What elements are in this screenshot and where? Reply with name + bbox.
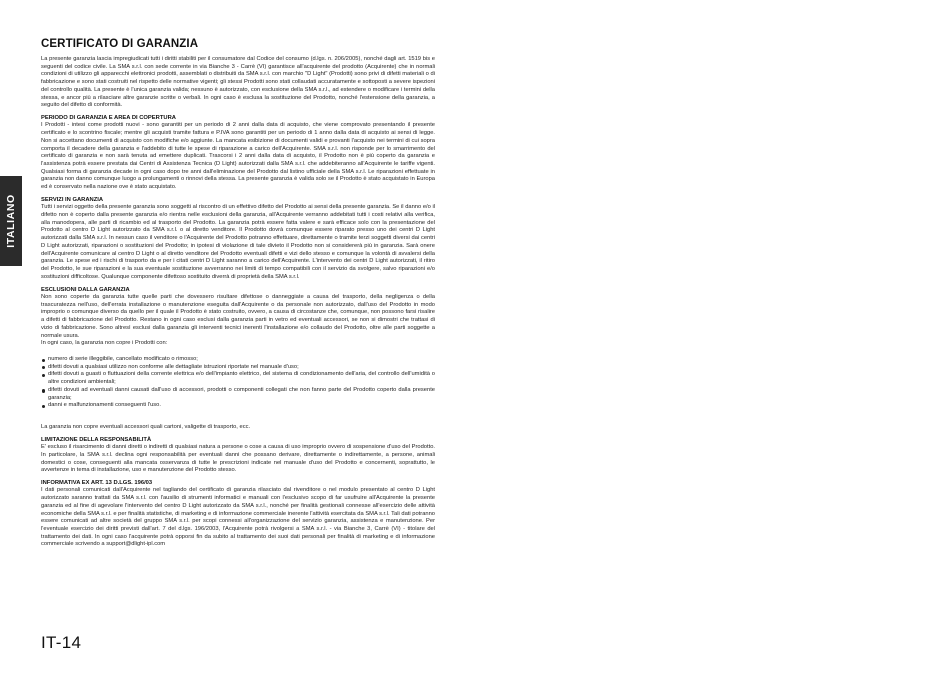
list-item: difetti dovuti a guasti o fluttuazioni della corrente elettrica e/o dell'impianto elettrico, del sistema di condizionamento dell'aria, del controllo dell'umidità o altre condizioni ambientali; bbox=[41, 371, 435, 386]
page-title: CERTIFICATO DI GARANZIA bbox=[41, 38, 199, 50]
section-text: Tutti i servizi oggetto della presente garanzia sono soggetti al riscontro di un effettivo difetto del Prodotto ai sensi della presente garanzia. Se il danno e/o il difetto non è coperto dalla presente garanzia e/o rientra nelle esclusioni della garanzia, all'Acquirente verranno addebitati tutti i costi relativi alla verifica, alla manodopera, alle parti di ricambio ed al trasporto del Prodotto. La garanzia potrà essere fatta valere e sarà efficace solo con la presentazione del Prodotto al centro D Light autorizzato da SMA s.r.l. o al diretto venditore. Il Prodotto dovrà comunque essere riparato presso uno dei centri D Light autorizzati dalla SMA s.r.l. In nessun caso il venditore o l'Acquirente del Prodotto potranno effettuare, direttamente o tramite terzi soggetti diversi dai centri D Light autorizzati, riparazioni o sostituzioni del Prodotto; in ipotesi di violazione di tale divieto il Prodotto non si considererà più in garanzia. Sarà onere dell'Acquirente comunicare al centro D Light o al diretto venditore del Prodotto eventuali difetti e vizi dello stesso e comunque la volontà di avvalersi della garanzia. Le spese ed i rischi di trasporto da e per i citati centri D Light saranno a carico dell'Acquirente. L'intervento dei centri D Light autorizzati, il ritiro del Prodotto, le sue riparazioni e la sua eventuale sostituzione avverranno nei limiti di tempo compatibili con il servizio da svolgere, salvo riparazioni e/o sostituzioni difficoltose. Qualunque componente difettoso sostituito diverrà di proprietà della SMA s.r.l. bbox=[41, 204, 435, 280]
section-heading: LIMITAZIONE DELLA RESPONSABILITÀ bbox=[41, 436, 152, 443]
warranty-page bbox=[41, 38, 435, 549]
section-periodo bbox=[41, 115, 435, 192]
language-tab-label: ITALIANO bbox=[5, 194, 18, 248]
list-item: danni e malfunzionamenti conseguenti l'uso. bbox=[41, 402, 435, 410]
section-esclusioni bbox=[41, 287, 435, 432]
list-item: numero di serie illeggibile, cancellato modificato o rimosso; bbox=[41, 356, 435, 364]
list-item: difetti dovuti ad eventuali danni causati dall'uso di accessori, prodotti o componenti collegati che non fanno parte del Prodotto coperto dalla presente garanzia; bbox=[41, 387, 435, 402]
list-item: difetti dovuti a qualsiasi utilizzo non conforme alle dettagliate istruzioni riportate nel manuale d'uso; bbox=[41, 364, 435, 372]
section-limitazione bbox=[41, 437, 435, 475]
page-number: IT-14 bbox=[41, 633, 82, 652]
exclusions-lead: In ogni caso, la garanzia non copre i Prodotti con: bbox=[41, 340, 168, 347]
exclusions-list bbox=[41, 356, 435, 410]
intro-paragraph: La presente garanzia lascia impregiudicati tutti i diritti stabiliti per il consumatore dal Codice del consumo (d.lgs. n. 206/2005), nonché dagli art. 1519 bis e seguenti del codice civile. La SMA s.r.l. con sede corrente in via Bianche 3 - Carrè (VI) garantisce all'acquirente del prodotto (Acquirente) che in normali condizioni di utilizzo gli apparecchi elettronici prodotti, assemblati o distribuiti da SMA s.r.l. con marchio "D Light" (Prodotti) sono privi di difetti materiali o di fabbricazione e sono stati costruiti nel rispetto delle normative vigenti; gli stessi Prodotti sono stati collaudati accuratamente e sottoposti a severe ispezioni del controllo qualità. La presente è l'unica garanzia valida; nessuno è autorizzato, con esclusione della SMA s.r.l., ad estendere o modificare i termini della stessa, e ancor più a rilasciare altre garanzie scritte o verbali. In ogni caso è esclusa la sostituzione del Prodotto, nonché l'estensione della garanzia, a seguito del difetto di conformità. bbox=[41, 56, 435, 109]
section-text: I dati personali comunicati dall'Acquirente nel tagliando del certificato di garanzia rilasciato dal rivenditore o nel modulo presentato al centro D Light autorizzato saranno trattati da SMA s.r.l. con l'ausilio di strumenti informatici e manuali con l'esclusivo scopo di far usufruire all'Acquirente la presente garanzia ed al fine di agevolare l'intervento del centro D Light autorizzato da SMA s.r.l., nonché per finalità gestionali connesse all'esercizio delle attività economiche della SMA s.r.l. e per finalità statistiche, di marketing e di informazione commerciale inerente l'attività esercitata da SMA s.r.l. Tali dati potranno essere comunicati ad altre società del gruppo SMA s.r.l. per scopi connessi all'organizzazione del servizio garanzia, assistenza e manutenzione. Per l'eventuale esercizio dei diritti previsti dall'art. 7 del d.lgs. 196/2003, l'Acquirente potrà rivolgersi a SMA s.r.l. - via Bianche 3, Carrè (VI) - titolare del trattamento dei dati. In ogni caso l'acquirente potrà opporsi fin da subito al trattamento dei suoi dati personali per finalità di marketing e di informazione commerciale scrivendo a support@dlight-ipl.com bbox=[41, 487, 435, 548]
section-text: E' escluso il risarcimento di danni diretti o indiretti di qualsiasi natura a persone o cose a causa di uso improprio ovvero di sospensione d'uso del Prodotto. In particolare, la SMA s.r.l. declina ogni responsabilità per eventuali danni che possano derivare, direttamente o indirettamente, a persone, animali domestici o cose, conseguenti alla mancata osservanza di tutte le prescrizioni indicate nel manuale d'uso del Prodotto e concernenti, soprattutto, le avvertenze in tema di installazione, uso e manutenzione del Prodotto stesso. bbox=[41, 444, 435, 474]
section-servizi bbox=[41, 197, 435, 282]
section-heading: PERIODO DI GARANZIA E AREA DI COPERTURA bbox=[41, 115, 176, 122]
section-heading: SERVIZI IN GARANZIA bbox=[41, 196, 104, 203]
section-text: Non sono coperte da garanzia tutte quelle parti che dovessero risultare difettose o danneggiate a causa del trasporto, della negligenza o della trascuratezza nell'uso, dell'errata installazione o manutenzione eseguita dall'Acquirente o da personale non autorizzato, dall'uso del Prodotto in modo improprio o comunque diverso da quello per il quale il Prodotto è stato costruito, ovvero, a causa di circostanze che, comunque, non possono farsi risalire a difetti di fabbricazione del Prodotto. Restano in ogni caso esclusi dalla garanzia parti in vetro ed eventuali accessori, se non si dimostri che trattasi di vizio di fabbricazione. Sono altresì esclusi dalla garanzia gli interventi tecnici inerenti l'installazione e/o collaudo del Prodotto, oltre alle parti soggette a normale usura. bbox=[41, 293, 435, 339]
section-informativa bbox=[41, 480, 435, 549]
accessories-note: La garanzia non copre eventuali accessori quali cartoni, valigette di trasporto, ecc. bbox=[41, 423, 251, 430]
section-heading: INFORMATIVA EX ART. 13 D.LGS. 196/03 bbox=[41, 479, 153, 486]
language-tab bbox=[0, 176, 22, 266]
section-text: I Prodotti - intesi come prodotti nuovi - sono garantiti per un periodo di 2 anni dalla data di acquisto, che viene comprovato presentando il presente certificato e lo scontrino fiscale; mentre gli acquisti tramite fattura e P.IVA sono garantiti per un periodo di 1 anno dalla data di acquisto ai sensi di legge. Non si accettano documenti di acquisto con modifiche e/o aggiunte. La mancata esibizione di documenti validi e provanti l'acquisto nei termini di cui sopra comporta il decadere della garanzia e l'addebito di tutte le spese di riparazione a carico dell'Acquirente. SMA s.r.l. non risponde per lo smarrimento del certificato di garanzia e non sarà tenuta ad emettere duplicati. Trascorsi i 2 anni dalla data di acquisto, il Prodotto non è più coperto da garanzia e l'assistenza potrà essere prestata dai Centri di Assistenza Tecnica (D Light) autorizzati dalla SMA s.r.l. che addebiteranno all'Acquirente le tariffe vigenti. Qualsiasi forma di garanzia decade in ogni caso dopo tre anni dall'eliminazione del Prodotto dal listino ufficiale della SMA s.r.l. Le riparazioni effettuate in garanzia non danno comunque luogo a prolungamenti o rinnovi della stessa. La presente garanzia è valida solo se il Prodotto è stato acquistato in Europa ed è conservato nella nazione ove è stato acquistato. bbox=[41, 122, 435, 191]
section-heading: ESCLUSIONI DALLA GARANZIA bbox=[41, 286, 130, 293]
